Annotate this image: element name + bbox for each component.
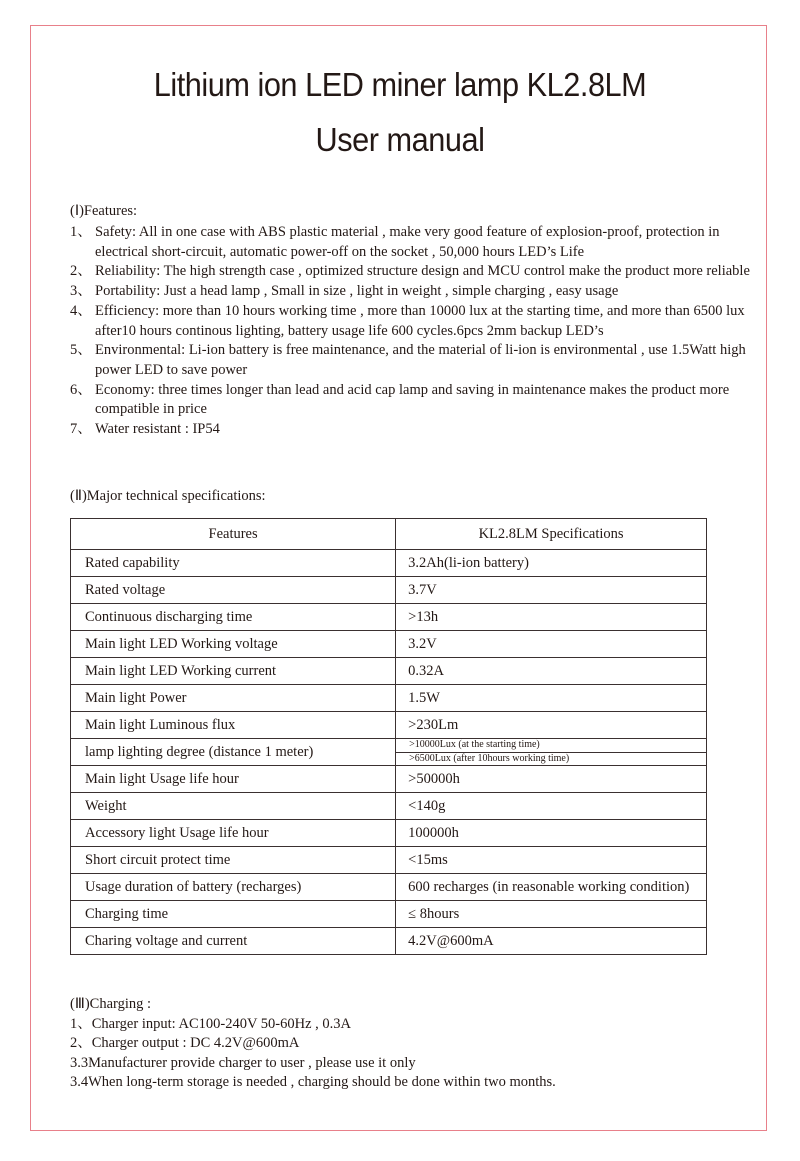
feature-cell: Continuous discharging time xyxy=(71,604,396,631)
feature-text: Safety: All in one case with ABS plastic material , make very good feature of explosion-proof, protection in electrical short-circuit, automatic power-off on the socket , 50,000 hours LED’s Life xyxy=(95,224,720,260)
feature-number: 6、 xyxy=(70,381,92,398)
feature-cell: Main light LED Working current xyxy=(71,658,396,685)
spec-cell-start: >10000Lux (at the starting time) xyxy=(396,739,707,753)
table-row xyxy=(71,820,707,847)
feature-cell: Usage duration of battery (recharges) xyxy=(71,874,396,901)
feature-item xyxy=(70,262,750,282)
charging-item: 3.3Manufacturer provide charger to user , please use it only xyxy=(70,1054,416,1071)
feature-number: 4、 xyxy=(70,302,92,319)
spec-cell: 3.2V xyxy=(396,631,707,658)
feature-number: 3、 xyxy=(70,283,92,300)
spec-cell: <15ms xyxy=(396,847,707,874)
feature-item xyxy=(70,341,750,380)
document-subtitle: User manual xyxy=(315,121,485,158)
features-heading: (Ⅰ)Features: xyxy=(70,203,138,219)
spec-cell: >230Lm xyxy=(396,712,707,739)
table-row xyxy=(71,550,707,577)
table-header-row xyxy=(71,519,707,550)
spec-cell: 0.32A xyxy=(396,658,707,685)
feature-number: 5、 xyxy=(70,342,92,359)
feature-cell: Main light LED Working voltage xyxy=(71,631,396,658)
feature-item xyxy=(70,381,750,420)
feature-text: Economy: three times longer than lead and acid cap lamp and saving in maintenance makes the product more compatible in price xyxy=(95,381,730,418)
spec-cell: 100000h xyxy=(396,820,707,847)
feature-cell: Main light Power xyxy=(71,685,396,712)
table-row xyxy=(71,712,707,739)
table-row xyxy=(71,901,707,928)
feature-cell: Rated capability xyxy=(71,550,396,577)
feature-text: Water resistant : IP54 xyxy=(95,421,220,438)
spec-cell: 4.2V@600mA xyxy=(396,928,707,955)
feature-number: 2、 xyxy=(70,263,92,280)
spec-cell: 3.2Ah(li-ion battery) xyxy=(396,550,707,577)
spec-cell: ≤ 8hours xyxy=(396,901,707,928)
specifications-table xyxy=(70,518,707,955)
charging-item: 2、Charger output : DC 4.2V@600mA xyxy=(70,1035,300,1052)
feature-number: 7、 xyxy=(70,421,92,438)
specs-heading: (Ⅱ)Major technical specifications: xyxy=(70,488,266,504)
feature-text: Efficiency: more than 10 hours working time , more than 10000 lux at the starting time, and more than 6500 lux after10 hours continous lighting, battery usage life 600 cycles.6pcs 2mm backup LED’s xyxy=(95,302,745,339)
column-header-specifications: KL2.8LM Specifications xyxy=(396,519,707,550)
feature-cell: lamp lighting degree (distance 1 meter) xyxy=(71,739,396,766)
feature-cell: Weight xyxy=(71,793,396,820)
table-row xyxy=(71,577,707,604)
feature-item xyxy=(70,223,750,262)
table-row xyxy=(71,631,707,658)
feature-text: Portability: Just a head lamp , Small in size , light in weight , simple charging , easy usage xyxy=(95,283,619,300)
feature-item xyxy=(70,302,750,341)
features-list xyxy=(70,223,750,440)
feature-cell: Charing voltage and current xyxy=(71,928,396,955)
feature-cell: Charging time xyxy=(71,901,396,928)
table-row xyxy=(71,604,707,631)
spec-cell-after: >6500Lux (after 10hours working time) xyxy=(396,752,707,766)
feature-item xyxy=(70,420,750,440)
charging-item: 1、Charger input: AC100-240V 50-60Hz , 0.3A xyxy=(70,1015,351,1032)
document-title: Lithium ion LED miner lamp KL2.8LM xyxy=(153,66,647,103)
table-row xyxy=(71,928,707,955)
feature-number: 1、 xyxy=(70,224,92,240)
spec-cell: 1.5W xyxy=(396,685,707,712)
table-row xyxy=(71,766,707,793)
spec-cell: >13h xyxy=(396,604,707,631)
spec-cell: <140g xyxy=(396,793,707,820)
feature-cell: Rated voltage xyxy=(71,577,396,604)
feature-cell: Short circuit protect time xyxy=(71,847,396,874)
charging-list xyxy=(70,995,556,1093)
charging-heading: (Ⅲ)Charging : xyxy=(70,996,152,1012)
column-header-features: Features xyxy=(71,519,396,550)
feature-cell: Main light Usage life hour xyxy=(71,766,396,793)
feature-cell: Main light Luminous flux xyxy=(71,712,396,739)
feature-text: Environmental: Li-ion battery is free maintenance, and the material of li-ion is environmental , use 1.5Watt high power LED to save power xyxy=(95,342,746,378)
table-row xyxy=(71,847,707,874)
charging-item: 3.4When long-term storage is needed , charging should be done within two months. xyxy=(70,1074,556,1091)
table-row xyxy=(71,793,707,820)
spec-cell: >50000h xyxy=(396,766,707,793)
table-row xyxy=(71,658,707,685)
table-row xyxy=(71,739,707,753)
feature-item xyxy=(70,282,750,302)
feature-text: Reliability: The high strength case , optimized structure design and MCU control make the product more reliable xyxy=(95,263,750,280)
table-row xyxy=(71,874,707,901)
table-row xyxy=(71,685,707,712)
spec-cell: 3.7V xyxy=(396,577,707,604)
spec-cell: 600 recharges (in reasonable working condition) xyxy=(396,874,707,901)
feature-cell: Accessory light Usage life hour xyxy=(71,820,396,847)
